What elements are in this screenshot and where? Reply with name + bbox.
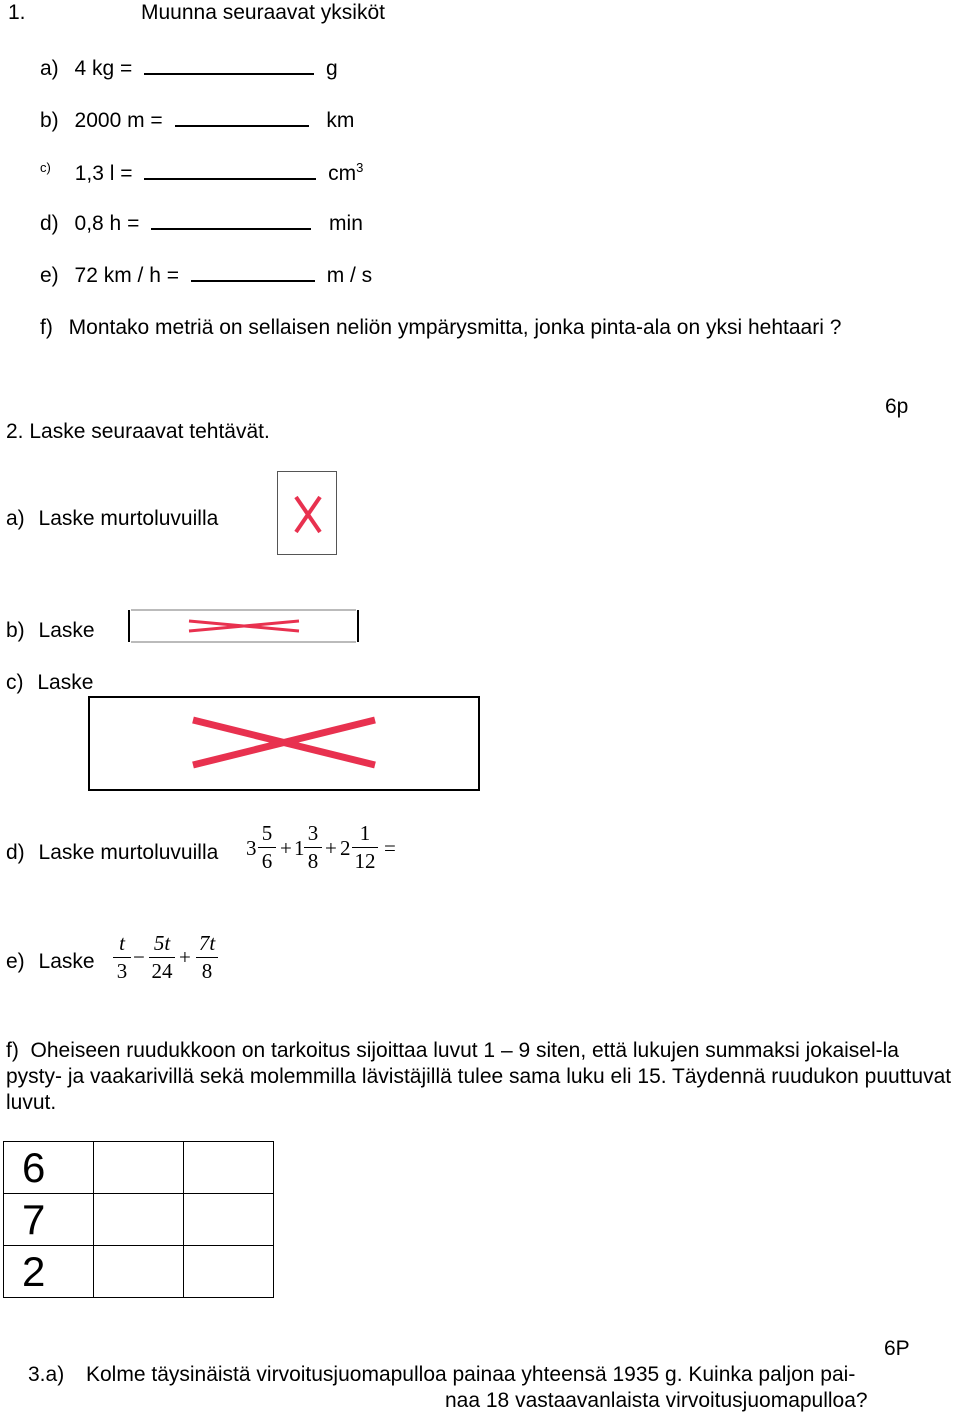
q2-title: 2. Laske seuraavat tehtävät. bbox=[6, 420, 270, 443]
item-label: c) bbox=[6, 671, 24, 694]
q3-text-line1: Kolme täysinäistä virvoitusjuomapulloa painaa yhteensä 1935 g. Kuinka paljon pai- bbox=[86, 1363, 856, 1386]
item-unit: min bbox=[329, 212, 363, 235]
denominator: 24 bbox=[151, 959, 173, 984]
answer-blank[interactable] bbox=[191, 279, 315, 282]
denominator: 12 bbox=[354, 849, 376, 874]
numerator: 1 bbox=[359, 821, 371, 845]
answer-blank[interactable] bbox=[144, 177, 316, 180]
item-text: Laske bbox=[38, 950, 95, 973]
whole-number: 3 bbox=[246, 836, 257, 860]
grid-cell[interactable]: 2 bbox=[4, 1246, 94, 1298]
item-text: Montako metriä on sellaisen neliön ympärysmitta, jonka pinta-ala on yksi hehtaari ? bbox=[68, 316, 842, 339]
grid-cell[interactable] bbox=[94, 1194, 184, 1246]
q2-item-a bbox=[6, 508, 218, 529]
item-unit: cm bbox=[328, 162, 357, 185]
item-label: a) bbox=[40, 57, 59, 80]
grid-cell[interactable] bbox=[184, 1246, 274, 1298]
q1-title: Muunna seuraavat yksiköt bbox=[141, 1, 385, 24]
q1-item-a bbox=[40, 58, 338, 79]
q1-item-d bbox=[40, 213, 363, 234]
item-text: Laske bbox=[37, 671, 94, 694]
answer-blank[interactable] bbox=[175, 124, 309, 127]
q1-item-b bbox=[40, 110, 354, 131]
plus-sign: + bbox=[325, 836, 337, 860]
grid-row bbox=[4, 1246, 274, 1298]
q2-item-e bbox=[6, 951, 95, 972]
denominator: 8 bbox=[307, 849, 319, 874]
item-text: Laske bbox=[38, 619, 95, 642]
crossed-out-box-c bbox=[87, 695, 482, 792]
plus-sign: + bbox=[280, 836, 292, 860]
q2-item-f bbox=[6, 1038, 956, 1116]
item-text: Oheiseen ruudukkoon on tarkoitus sijoittaa luvut 1 – 9 siten, että lukujen summaksi jokaisel-la pysty- ja vaakarivillä sekä molemmilla lävistäjillä tulee sama luku eli 15. Täydennä ruudukon puuttuvat luvut. bbox=[6, 1039, 952, 1114]
numerator: 5t bbox=[153, 931, 171, 955]
q2-points: 6p bbox=[885, 395, 909, 418]
answer-blank[interactable] bbox=[144, 72, 314, 75]
q2-item-d bbox=[6, 842, 218, 863]
numerator: 5 bbox=[261, 821, 273, 845]
fraction bbox=[196, 932, 218, 983]
item-label: a) bbox=[6, 507, 25, 530]
denominator: 8 bbox=[201, 959, 213, 984]
q1-item-e bbox=[40, 265, 372, 286]
crossed-out-box-b bbox=[127, 608, 361, 644]
item-text: Laske murtoluvuilla bbox=[38, 841, 219, 864]
q2-item-b bbox=[6, 620, 95, 641]
plus-sign: + bbox=[179, 945, 191, 969]
fraction bbox=[304, 822, 322, 873]
item-expression: 0,8 h = bbox=[74, 212, 140, 235]
grid-row bbox=[4, 1142, 274, 1194]
answer-blank[interactable] bbox=[151, 227, 311, 230]
q3-text-line2: naa 18 vastaavanlaista virvoitusjuomapulloa? bbox=[445, 1389, 868, 1412]
grid-cell[interactable] bbox=[184, 1194, 274, 1246]
numerator: 7t bbox=[198, 931, 216, 955]
grid-cell[interactable] bbox=[94, 1246, 184, 1298]
fraction bbox=[352, 822, 378, 873]
numerator: 3 bbox=[307, 821, 319, 845]
minus-sign: − bbox=[133, 945, 145, 969]
crossed-out-box-a bbox=[277, 471, 338, 556]
fraction bbox=[258, 822, 276, 873]
unit-superscript: 3 bbox=[356, 160, 364, 175]
item-label: d) bbox=[6, 841, 25, 864]
item-expression: 4 kg = bbox=[74, 57, 133, 80]
equals-sign: = bbox=[384, 836, 396, 860]
item-text: Laske murtoluvuilla bbox=[38, 507, 219, 530]
item-expression: 2000 m = bbox=[74, 109, 163, 132]
fraction bbox=[149, 932, 175, 983]
q2-points-second: 6P bbox=[884, 1337, 910, 1360]
q2-item-c bbox=[6, 672, 93, 693]
grid-row bbox=[4, 1194, 274, 1246]
item-label: e) bbox=[40, 264, 59, 287]
item-label: b) bbox=[40, 109, 59, 132]
grid-cell[interactable] bbox=[184, 1142, 274, 1194]
q1-item-c bbox=[40, 161, 363, 184]
q1-item-f bbox=[40, 317, 841, 338]
item-unit: km bbox=[326, 109, 355, 132]
item-unit: m / s bbox=[326, 264, 373, 287]
whole-number: 2 bbox=[340, 836, 351, 860]
denominator: 6 bbox=[261, 849, 273, 874]
numerator: t bbox=[119, 931, 125, 955]
grid-cell[interactable]: 7 bbox=[4, 1194, 94, 1246]
q1-number: 1. bbox=[8, 1, 26, 24]
fraction bbox=[113, 932, 131, 983]
item-label: f) bbox=[6, 1039, 19, 1062]
item-label: e) bbox=[6, 950, 25, 973]
item-label: c) bbox=[40, 160, 51, 175]
item-expression: 72 km / h = bbox=[74, 264, 179, 287]
item-unit: g bbox=[326, 57, 338, 80]
item-label: f) bbox=[40, 316, 53, 339]
q3-label: 3.a) bbox=[28, 1363, 65, 1386]
item-label: d) bbox=[40, 212, 59, 235]
grid-cell[interactable]: 6 bbox=[4, 1142, 94, 1194]
magic-square-grid bbox=[3, 1141, 274, 1298]
grid-cell[interactable] bbox=[94, 1142, 184, 1194]
denominator: 3 bbox=[116, 959, 128, 984]
whole-number: 1 bbox=[294, 836, 305, 860]
item-expression: 1,3 l = bbox=[74, 162, 133, 185]
item-label: b) bbox=[6, 619, 25, 642]
